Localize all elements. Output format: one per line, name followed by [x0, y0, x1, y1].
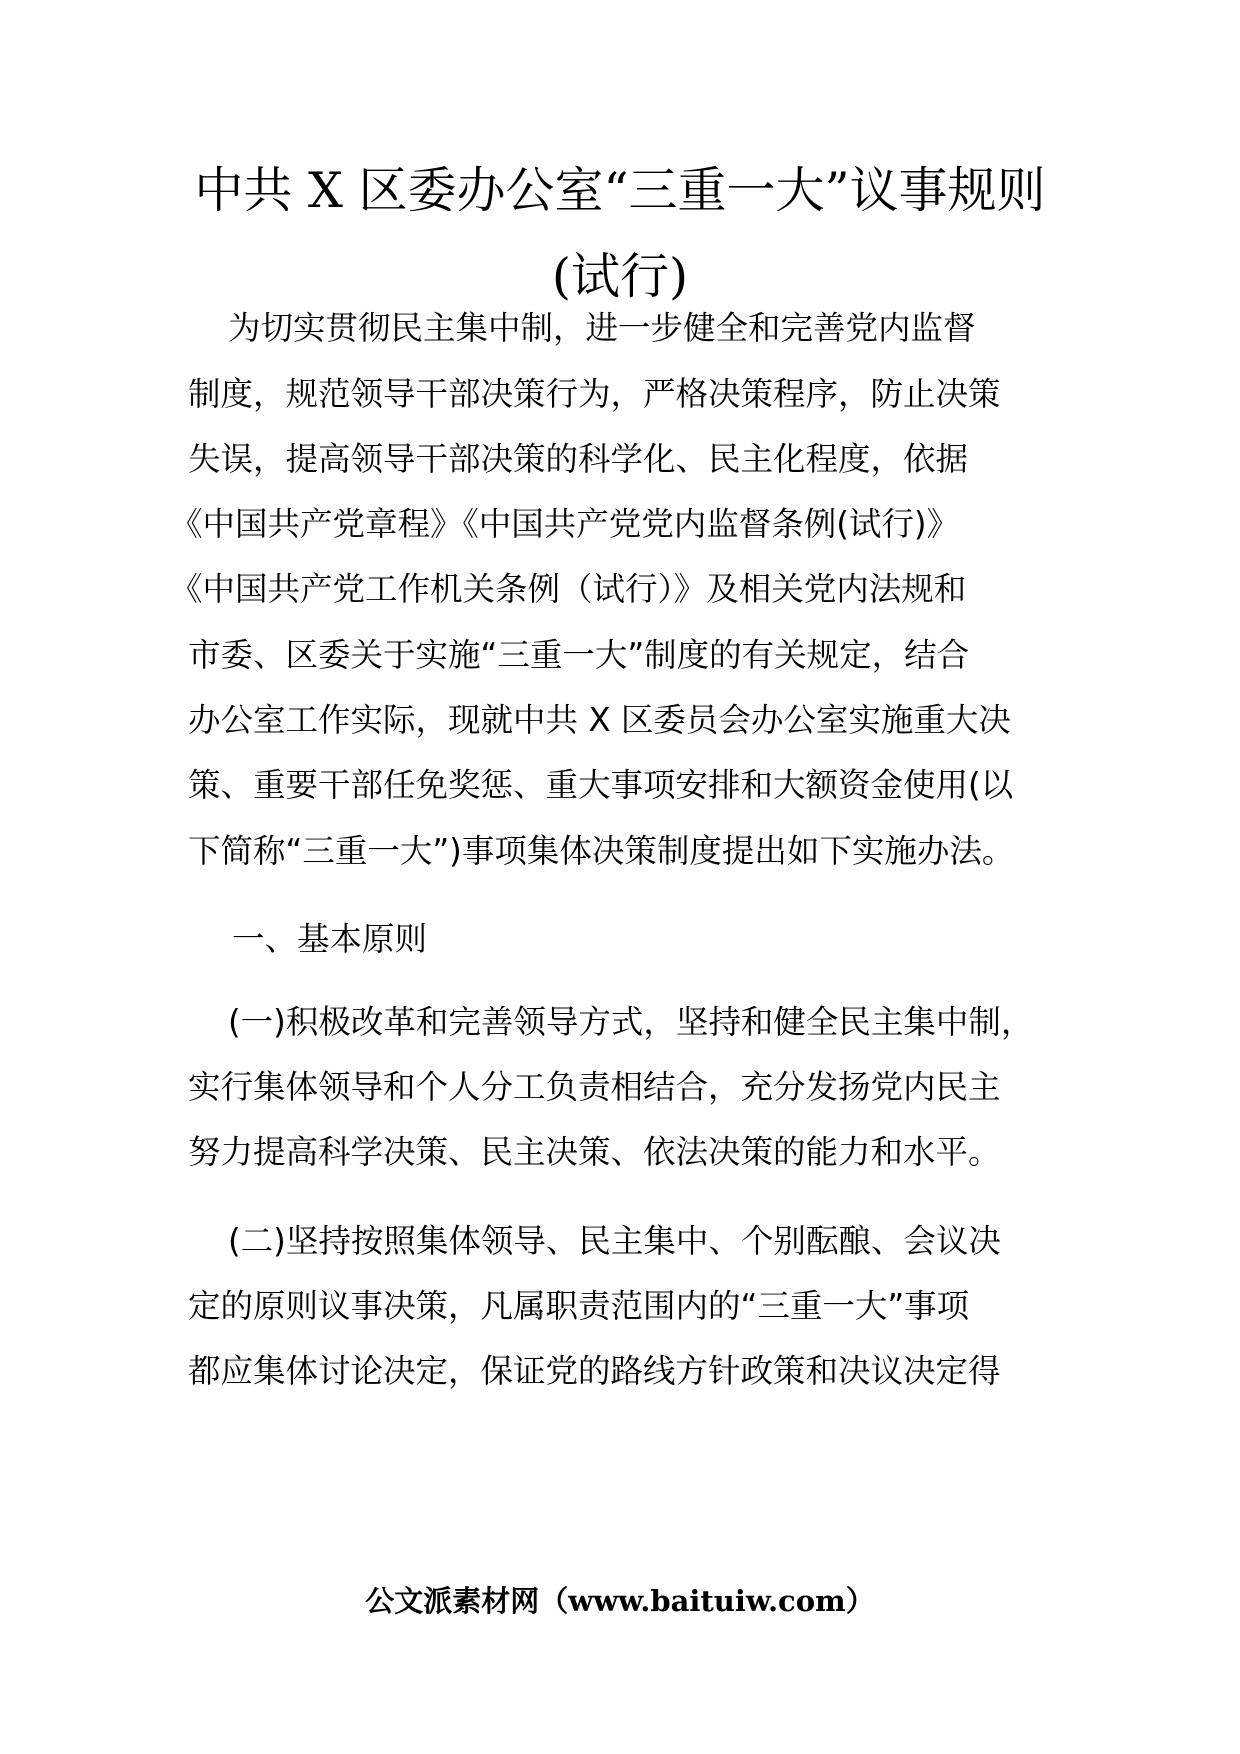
- body-line: 都应集体讨论决定，保证党的路线方针政策和决议决定得: [188, 1352, 1001, 1390]
- body-line: 努力提高科学决策、民主决策、依法决策的能力和水平。: [188, 1133, 1001, 1171]
- body-line: 市委、区委关于实施“三重一大”制度的有关规定，结合: [188, 636, 970, 674]
- footer-watermark: 公文派素材网（www.baituiw.com）: [365, 1584, 875, 1618]
- body-line: (二)坚持按照集体领导、民主集中、个别酝酿、会议决: [228, 1222, 1001, 1260]
- body-line: 下简称“三重一大”)事项集体决策制度提出如下实施办法。: [188, 832, 1015, 870]
- body-line: 《中国共产党工作机关条例（试行）》及相关党内法规和: [170, 570, 967, 608]
- body-line: 办公室工作实际，现就中共 X 区委员会办公室实施重大决: [188, 701, 1011, 739]
- body-line: 《中国共产党章程》《中国共产党党内监督条例(试行)》: [170, 505, 960, 543]
- body-line: 定的原则议事决策，凡属职责范围内的“三重一大”事项: [188, 1287, 970, 1325]
- body-line: 为切实贯彻民主集中制，进一步健全和完善党内监督: [228, 309, 976, 347]
- document-title: 中共 X 区委办公室“三重一大”议事规则: [194, 162, 1046, 219]
- body-line: (一)积极改革和完善领导方式，坚持和健全民主集中制，: [228, 1003, 1034, 1041]
- body-line: 策、重要干部任免奖惩、重大事项安排和大额资金使用(以: [188, 766, 1014, 804]
- document-title-subtitle: (试行): [551, 248, 689, 305]
- body-line: 制度，规范领导干部决策行为，严格决策程序，防止决策: [188, 375, 1001, 413]
- body-line: 实行集体领导和个人分工负责相结合，充分发扬党内民主: [188, 1068, 1001, 1106]
- body-line: 失误，提高领导干部决策的科学化、民主化程度，依据: [188, 440, 969, 478]
- section-heading: 一、基本原则: [232, 920, 428, 958]
